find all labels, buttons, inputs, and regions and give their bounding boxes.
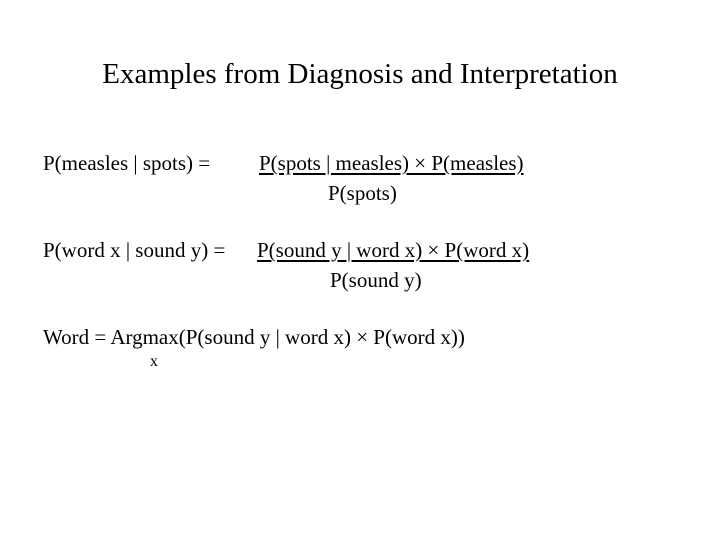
eq2-lhs: P(word x | sound y) = xyxy=(43,238,226,262)
eq1-lhs: P(measles | spots) = xyxy=(43,151,211,175)
slide-title: Examples from Diagnosis and Interpretation xyxy=(102,58,618,90)
eq3-text: Word = Argmax(P(sound y | word x) × P(word x)) xyxy=(43,325,465,349)
eq2-denominator: P(sound y) xyxy=(330,268,422,292)
eq3-subscript: x xyxy=(150,353,158,370)
eq1-denominator: P(spots) xyxy=(328,181,397,205)
eq1-numerator: P(spots | measles) × P(measles) xyxy=(259,151,524,175)
eq2-numerator: P(sound y | word x) × P(word x) xyxy=(257,238,530,262)
